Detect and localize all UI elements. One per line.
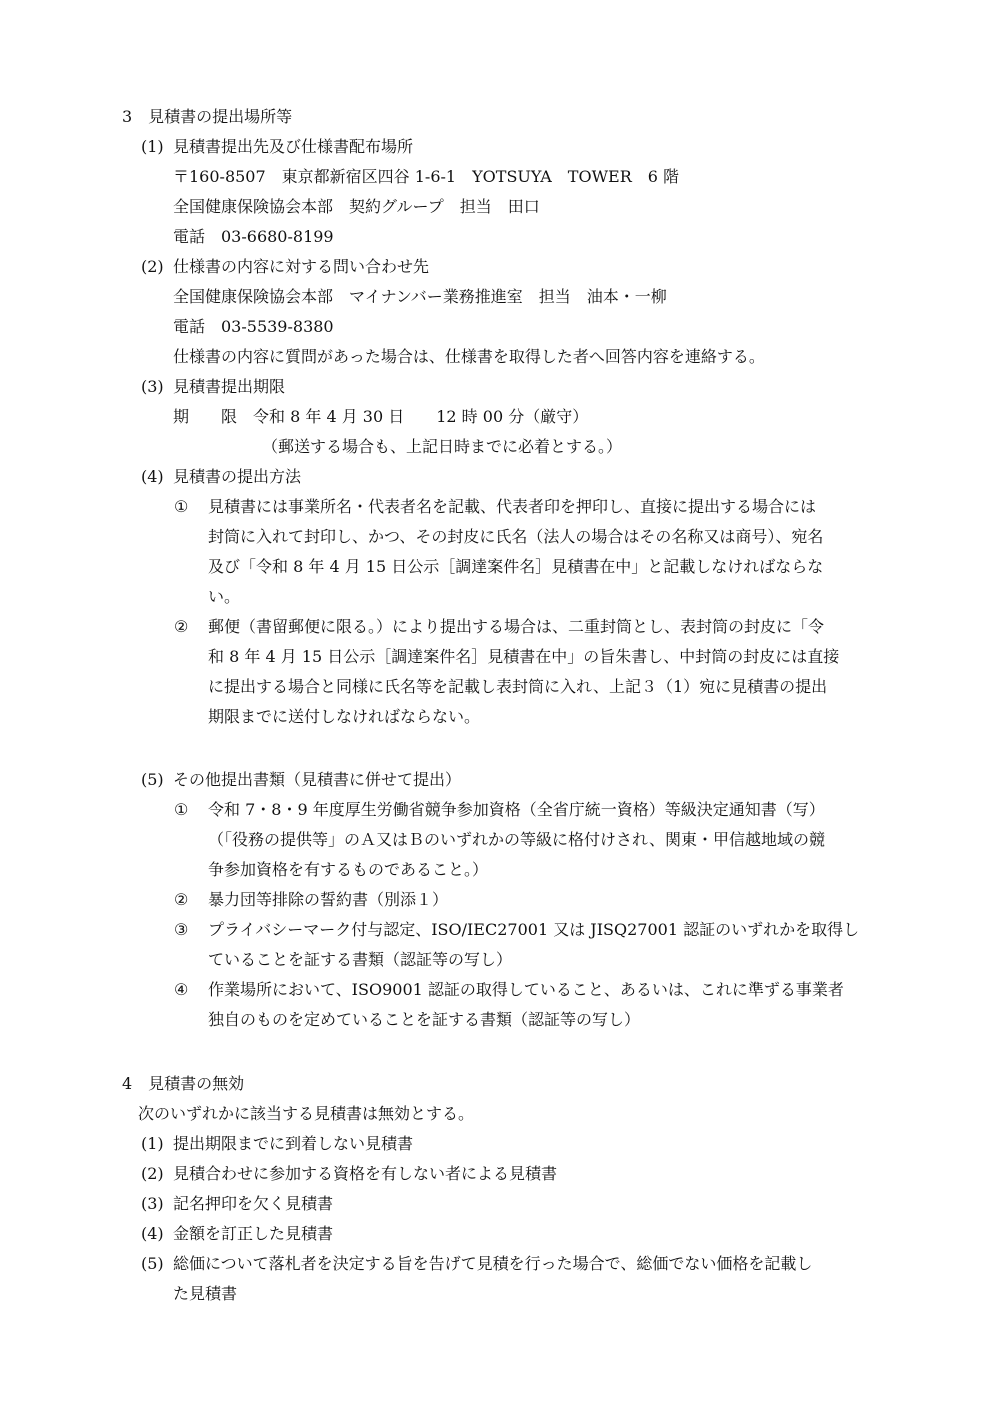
paragraph-line: 作業場所において、ISO9001 認証の取得していること、あるいは、これに準ずる事業者 — [208, 980, 844, 999]
list-item: 総価について落札者を決定する旨を告げて見積を行った場合で、総価でない価格を記載し — [173, 1254, 813, 1273]
item-number: (5) — [141, 1254, 164, 1273]
paragraph-line: い。 — [208, 587, 241, 606]
section-4-heading: 4 見積書の無効 — [122, 1074, 245, 1093]
paragraph-line: （「役務の提供等」のＡ又はＢのいずれかの等級に格付けされ、関東・甲信越地域の競 — [208, 830, 825, 849]
paragraph-line: 見積書には事業所名・代表者名を記載、代表者印を押印し、直接に提出する場合には — [208, 497, 817, 516]
circled-number: ① — [174, 800, 189, 819]
list-item: 提出期限までに到着しない見積書 — [173, 1134, 414, 1153]
item-title: 見積書の提出方法 — [173, 467, 302, 486]
paragraph-line: に提出する場合と同様に氏名等を記載し表封筒に入れ、上記３（1）宛に見積書の提出 — [208, 677, 828, 696]
note-line: 仕様書の内容に質問があった場合は、仕様書を取得した者へ回答内容を連絡する。 — [173, 347, 765, 366]
paragraph-line: 期限までに送付しなければならない。 — [208, 707, 481, 726]
phone-line: 電話 03-6680-8199 — [173, 227, 334, 246]
circled-number: ④ — [174, 980, 189, 999]
deadline-line: 期 限 令和 8 年 4 月 30 日 12 時 00 分（厳守） — [173, 407, 589, 426]
paragraph-line: 郵便（書留郵便に限る。）により提出する場合は、二重封筒とし、表封筒の封皮に「令 — [208, 617, 825, 636]
circled-number: ② — [174, 617, 189, 636]
paragraph-line: 令和 7・8・9 年度厚生労働省競争参加資格（全省庁統一資格）等級決定通知書（写） — [208, 800, 825, 819]
address-line: 〒160-8507 東京都新宿区四谷 1-6-1 YOTSUYA TOWER 6 階 — [173, 167, 680, 186]
circled-number: ③ — [174, 920, 189, 939]
list-item-continuation: た見積書 — [173, 1284, 238, 1303]
section-3-heading: 3 見積書の提出場所等 — [122, 107, 293, 126]
item-number: (4) — [141, 1224, 164, 1243]
item-title: 見積書提出先及び仕様書配布場所 — [173, 137, 414, 156]
list-item: 記名押印を欠く見積書 — [173, 1194, 334, 1213]
item-number: (2) — [141, 257, 164, 276]
item-number: (4) — [141, 467, 164, 486]
phone-line: 電話 03-5539-8380 — [173, 317, 334, 336]
item-number: (1) — [141, 1134, 164, 1153]
list-item: 金額を訂正した見積書 — [173, 1224, 334, 1243]
paragraph-line: 独自のものを定めていることを証する書類（認証等の写し） — [208, 1010, 641, 1029]
item-title: その他提出書類（見積書に併せて提出） — [173, 770, 462, 789]
paragraph-line: プライバシーマーク付与認定、ISO/IEC27001 又は JISQ27001 認証のいずれかを取得し — [208, 920, 860, 939]
paragraph-line: ていることを証する書類（認証等の写し） — [208, 950, 513, 969]
item-title: 見積書提出期限 — [173, 377, 286, 396]
item-title: 仕様書の内容に対する問い合わせ先 — [173, 257, 430, 276]
item-number: (5) — [141, 770, 164, 789]
paragraph-line: 封筒に入れて封印し、かつ、その封皮に氏名（法人の場合はその名称又は商号）、宛名 — [208, 527, 824, 546]
paragraph-line: 争参加資格を有するものであること。） — [208, 860, 489, 879]
section-4-intro: 次のいずれかに該当する見積書は無効とする。 — [138, 1104, 475, 1123]
paragraph-line: 及び「令和 8 年 4 月 15 日公示［調達案件名］見積書在中」と記載しなければならな — [208, 557, 824, 576]
circled-number: ① — [174, 497, 189, 516]
contact-line: 全国健康保険協会本部 契約グループ 担当 田口 — [173, 197, 540, 216]
list-item: 見積合わせに参加する資格を有しない者による見積書 — [173, 1164, 558, 1183]
item-number: (3) — [141, 1194, 164, 1213]
item-number: (3) — [141, 377, 164, 396]
circled-number: ② — [174, 890, 189, 909]
paragraph-line: 暴力団等排除の誓約書（別添１） — [208, 890, 449, 909]
paragraph-line: 和 8 年 4 月 15 日公示［調達案件名］見積書在中」の旨朱書し、中封筒の封皮には直接 — [208, 647, 840, 666]
deadline-note: （郵送する場合も、上記日時までに必着とする。） — [262, 437, 623, 456]
item-number: (2) — [141, 1164, 164, 1183]
item-number: (1) — [141, 137, 164, 156]
contact-line: 全国健康保険協会本部 マイナンバー業務推進室 担当 油本・一柳 — [173, 287, 667, 306]
